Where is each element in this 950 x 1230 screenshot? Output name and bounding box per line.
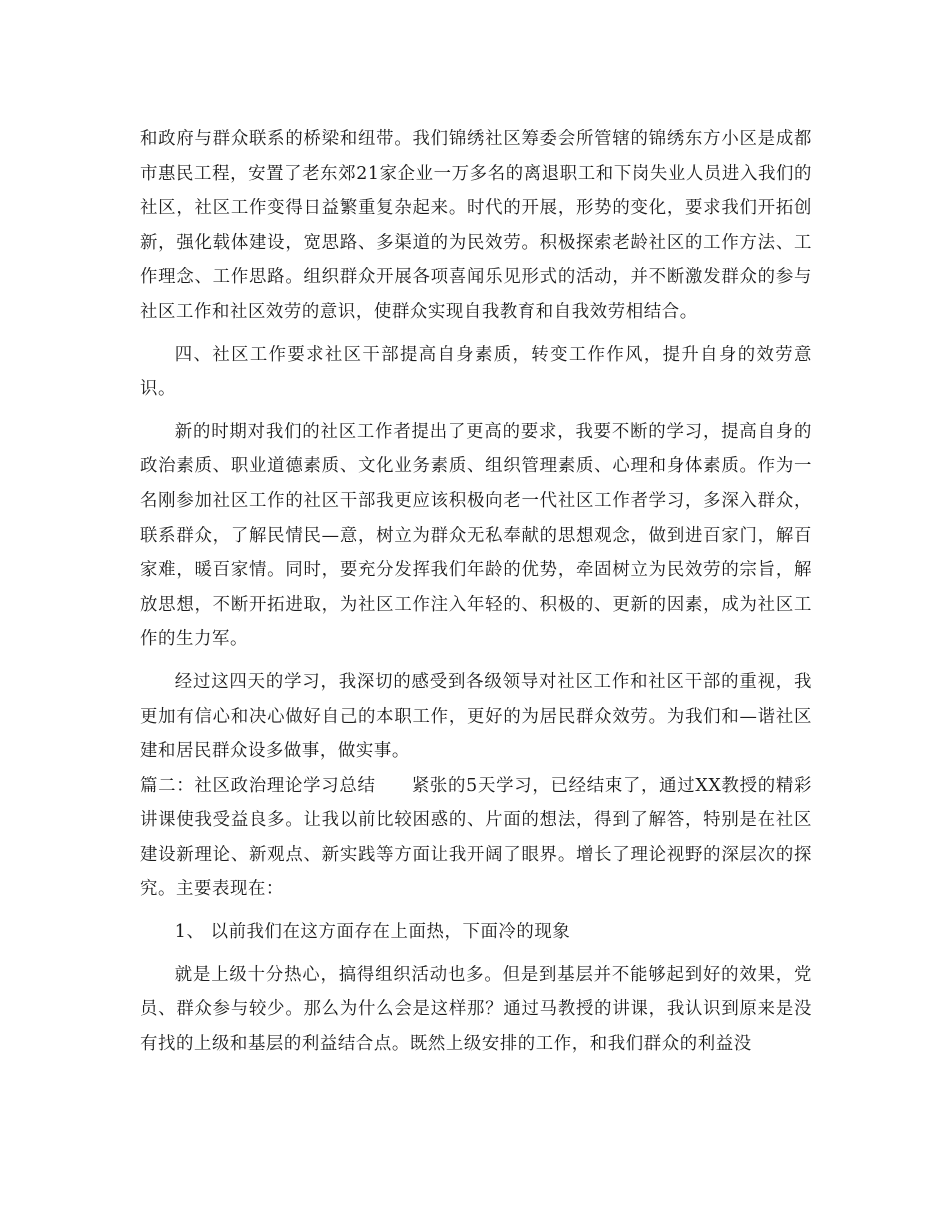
paragraph-new-era-requirements: 新的时期对我们的社区工作者提出了更高的要求，我要不断的学习，提高自身的政治素质、职业道德素质、文化业务素质、组织管理素质、心理和身体素质。作为一名刚参加社区工作的社区干部我更应该积极向老一代社区工作者学习，多深入群众，联系群众，了解民情民—意，树立为群众无私奉献的思想观念，做到进百家门，解百家难，暖百家情。同时，要充分发挥我们年龄的优势，牵固树立为民效劳的宗旨，解放思想，不断开拓进取，为社区工作注入年轻的、积极的、更新的因素，成为社区工作的生力军。 <box>140 421 812 650</box>
paragraph-section-four-heading: 四、社区工作要求社区干部提高自身素质，转变工作作风，提升自身的效劳意识。 <box>140 344 812 400</box>
paragraph-part-two-summary: 篇二：社区政治理论学习总结 紧张的5天学习，已经结束了，通过XX教授的精彩讲课使我受益良多。让我以前比较困惑的、片面的想法，得到了解答，特别是在社区建设新理论、新观点、新实践等方面让我开阔了眼界。增长了理论视野的深层次的探究。主要表现在： <box>140 775 812 900</box>
document-body <box>140 122 812 1061</box>
paragraph-superior-enthusiasm: 就是上级十分热心，搞得组织活动也多。但是到基层并不能够起到好的效果，党员、群众参与较少。那么为什么会是这样那？通过马教授的讲课，我认识到原来是没有找的上级和基层的利益结合点。既然上级安排的工作，和我们群众的利益没 <box>140 964 812 1054</box>
paragraph-point-one-heading: 1、 以前我们在这方面存在上面热，下面冷的现象 <box>174 922 571 943</box>
paragraph-community-bridge: 和政府与群众联系的桥梁和纽带。我们锦绣社区筹委会所管辖的锦绣东方小区是成都市惠民工程，安置了老东郊21家企业一万多名的离退职工和下岗失业人员进入我们的社区，社区工作变得日益繁重复杂起来。时代的开展，形势的变化，要求我们开拓创新，强化载体建设，宽思路、多渠道的为民效劳。积极探索老龄社区的工作方法、工作理念、工作思路。组织群众开展各项喜闻乐见形式的活动，并不断激发群众的参与社区工作和社区效劳的意识，使群众实现自我教育和自我效劳相结合。 <box>140 129 812 322</box>
paragraph-four-days-study: 经过这四天的学习，我深切的感受到各级领导对社区工作和社区干部的重视，我更加有信心和决心做好自己的本职工作，更好的为居民群众效劳。为我们和—谐社区建和居民群众设多做事，做实事。 <box>140 671 812 762</box>
